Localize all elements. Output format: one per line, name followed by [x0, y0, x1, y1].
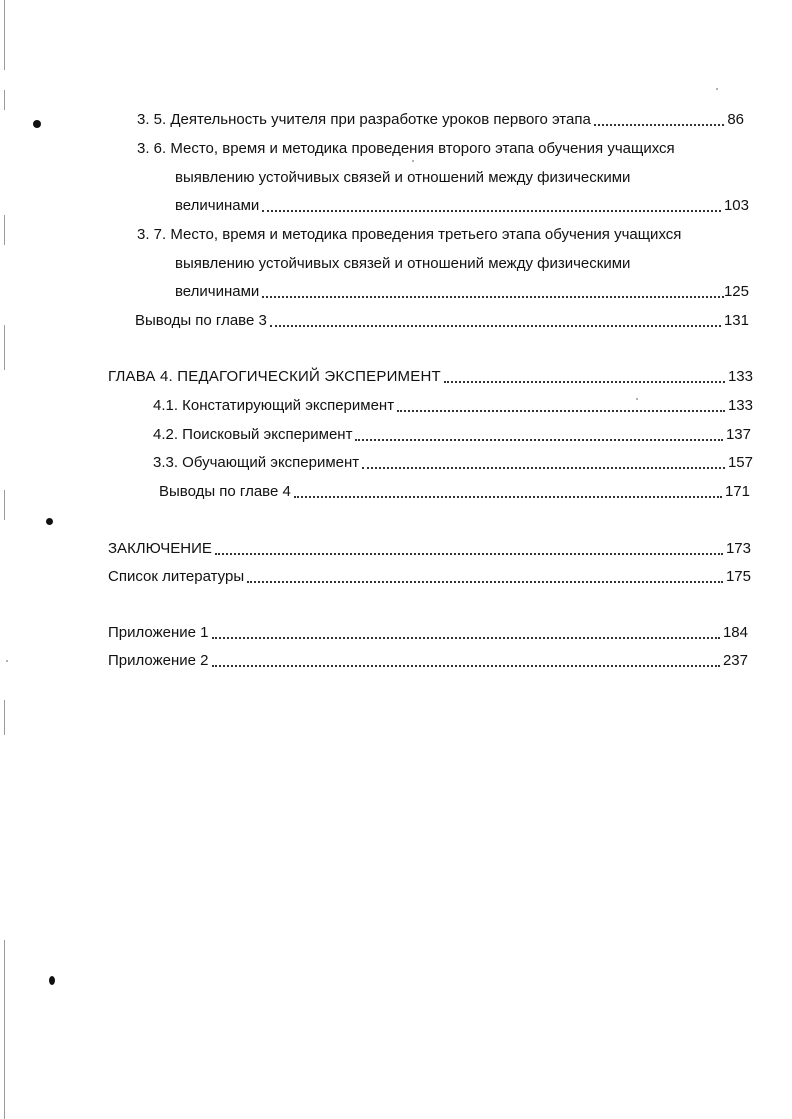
scan-edge-mark [4, 325, 5, 370]
scan-edge-mark [4, 0, 5, 70]
scan-speck [6, 660, 8, 662]
dot-leader [262, 286, 724, 298]
toc-entry-label: 4.2. Поисковый эксперимент [153, 426, 353, 443]
toc-entry-label: Выводы по главе 3 [135, 312, 267, 329]
toc-entry-label: 3.3. Обучающий эксперимент [153, 454, 360, 471]
toc-entry-label: величинами [175, 283, 260, 300]
toc-entry-label: ЗАКЛЮЧЕНИЕ [108, 540, 212, 557]
toc-entry-appendix-1 [108, 624, 748, 642]
dot-leader [262, 200, 721, 212]
toc-entry-label: 3. 5. Деятельность учителя при разработке уроков первого этапа [137, 111, 591, 128]
scan-speck [716, 88, 718, 90]
toc-page-number: 237 [722, 652, 748, 669]
scan-speck [412, 160, 414, 162]
dot-leader [397, 400, 725, 412]
dot-leader [212, 655, 720, 667]
dot-leader [270, 315, 721, 327]
toc-chapter-heading: ГЛАВА 4. ПЕДАГОГИЧЕСКИЙ ЭКСПЕРИМЕНТ [108, 368, 441, 385]
toc-entry-label: Выводы по главе 4 [159, 483, 291, 500]
toc-entry-3-6-line2: выявлению устойчивых связей и отношений между физическими [175, 169, 631, 186]
toc-page-number: 137 [725, 426, 751, 443]
toc-entry-3-6-line1: 3. 6. Место, время и методика проведения второго этапа обучения учащихся [137, 140, 675, 157]
dot-leader [215, 543, 723, 555]
dot-leader [362, 457, 725, 469]
scan-edge-mark [4, 90, 5, 110]
ink-blot [46, 518, 53, 525]
toc-page-number: 133 [727, 397, 753, 414]
dot-leader [294, 486, 722, 498]
dot-leader [444, 371, 725, 383]
toc-page-number: 184 [722, 624, 748, 641]
toc-page-number: 171 [724, 483, 750, 500]
scan-edge-mark [4, 940, 5, 1119]
dot-leader [355, 429, 723, 441]
toc-page-number: 133 [727, 368, 753, 385]
ink-blot [33, 120, 41, 128]
scan-edge-mark [4, 490, 5, 520]
toc-entry-conclusions-4 [159, 483, 750, 501]
dot-leader [594, 114, 724, 126]
toc-entry-label: 4.1. Констатирующий эксперимент [153, 397, 395, 414]
dot-leader [247, 571, 723, 583]
toc-entry-label: величинами [175, 197, 260, 214]
toc-page-number: 103 [723, 197, 749, 214]
scan-edge-mark [4, 700, 5, 735]
toc-page-number: 173 [725, 540, 751, 557]
scan-edge-mark [4, 215, 5, 245]
toc-entry-references [108, 568, 751, 586]
toc-entry-label: Приложение 2 [108, 652, 209, 669]
toc-page-number: 131 [723, 312, 749, 329]
toc-entry-4-2 [153, 426, 751, 444]
toc-entry-3-7-line2: выявлению устойчивых связей и отношений между физическими [175, 255, 631, 272]
toc-entry-4-1 [153, 397, 753, 415]
toc-page-number: 157 [727, 454, 753, 471]
toc-entry-3-5 [137, 111, 744, 129]
ink-blot [49, 976, 55, 985]
toc-entry-3-6 [175, 197, 749, 215]
toc-page-number: 86 [727, 111, 744, 128]
dot-leader [212, 627, 720, 639]
toc-page-number: 125 [723, 283, 749, 300]
toc-entry-conclusion [108, 540, 751, 558]
toc-entry-label: Приложение 1 [108, 624, 209, 641]
toc-entry-conclusions-3 [135, 312, 749, 330]
toc-page-number: 175 [725, 568, 751, 585]
toc-entry-appendix-2 [108, 652, 748, 670]
toc-entry-3-7 [175, 283, 749, 301]
toc-entry-3-7-line1: 3. 7. Место, время и методика проведения третьего этапа обучения учащихся [137, 226, 682, 243]
toc-entry-chapter-4 [108, 368, 753, 386]
toc-entry-label: Список литературы [108, 568, 245, 585]
toc-entry-3-3 [153, 454, 753, 472]
